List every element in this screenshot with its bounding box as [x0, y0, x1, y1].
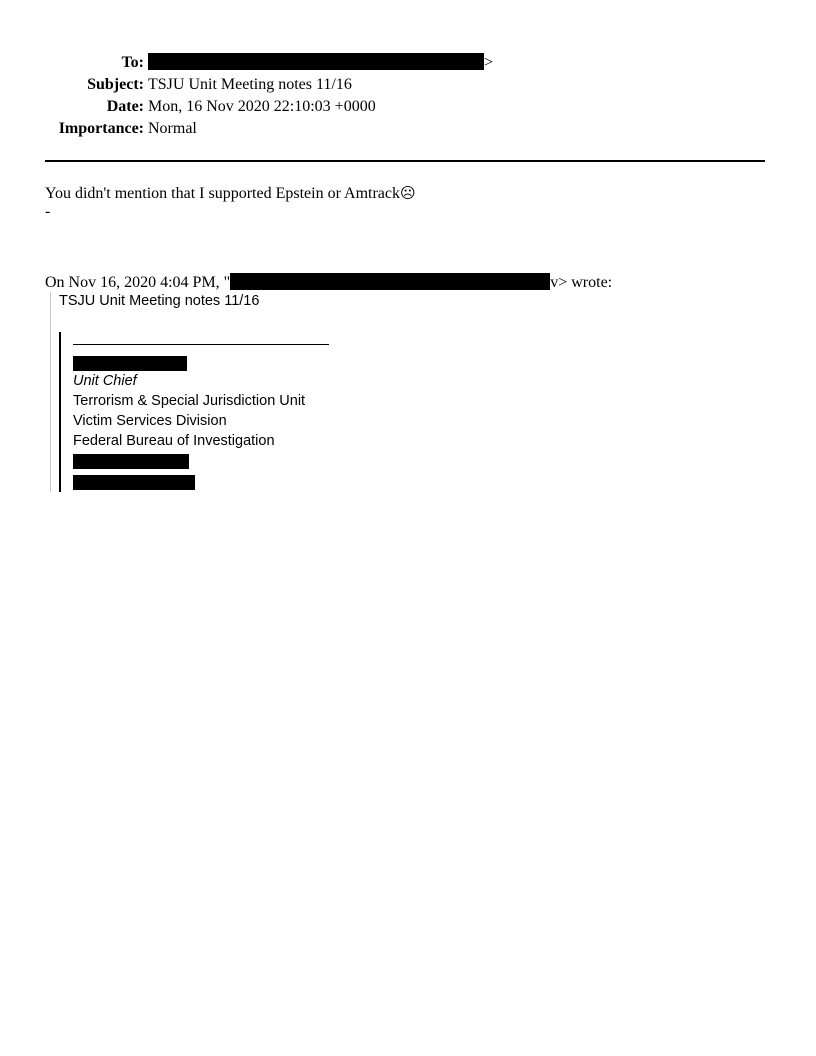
signature-division: Victim Services Division	[73, 413, 227, 429]
sender-redaction	[230, 273, 550, 290]
quoted-signature-block	[59, 332, 461, 492]
name-redaction	[73, 356, 187, 371]
date-label: Date:	[106, 98, 144, 115]
quoted-subject: TSJU Unit Meeting notes 11/16	[59, 293, 260, 309]
email-redaction-row	[73, 473, 195, 491]
to-suffix: >	[484, 54, 494, 71]
signature-underline	[73, 344, 329, 345]
email-header	[0, 52, 816, 140]
reply-body	[45, 184, 416, 203]
signature-agency: Federal Bureau of Investigation	[73, 433, 275, 449]
email-redaction	[73, 475, 195, 490]
header-to-row	[0, 52, 816, 74]
importance-value: Normal	[148, 120, 197, 137]
header-importance-row	[0, 118, 816, 140]
name-redaction-row	[73, 354, 187, 372]
to-redaction	[148, 53, 484, 70]
reply-dash: -	[45, 203, 51, 220]
quote-intro-prefix: On Nov 16, 2020 4:04 PM, "	[45, 274, 231, 291]
reply-text: You didn't mention that I supported Epstein or Amtrack	[45, 185, 400, 202]
quote-intro-suffix: v> wrote:	[550, 274, 613, 291]
header-subject-row	[0, 74, 816, 96]
header-divider	[45, 160, 765, 162]
to-value	[148, 52, 493, 74]
header-date-row	[0, 96, 816, 118]
to-label: To:	[121, 54, 144, 71]
subject-value: TSJU Unit Meeting notes 11/16	[148, 76, 352, 93]
signature-unit: Terrorism & Special Jurisdiction Unit	[73, 393, 306, 409]
quoted-message	[50, 292, 611, 492]
quote-intro	[45, 274, 612, 292]
date-value: Mon, 16 Nov 2020 22:10:03 +0000	[148, 98, 376, 115]
sad-face-icon: ☹	[400, 184, 416, 202]
phone-redaction-row	[73, 452, 189, 470]
phone-redaction	[73, 454, 189, 469]
importance-label: Importance:	[58, 120, 144, 137]
signature-title: Unit Chief	[73, 373, 137, 389]
subject-label: Subject:	[87, 76, 144, 93]
